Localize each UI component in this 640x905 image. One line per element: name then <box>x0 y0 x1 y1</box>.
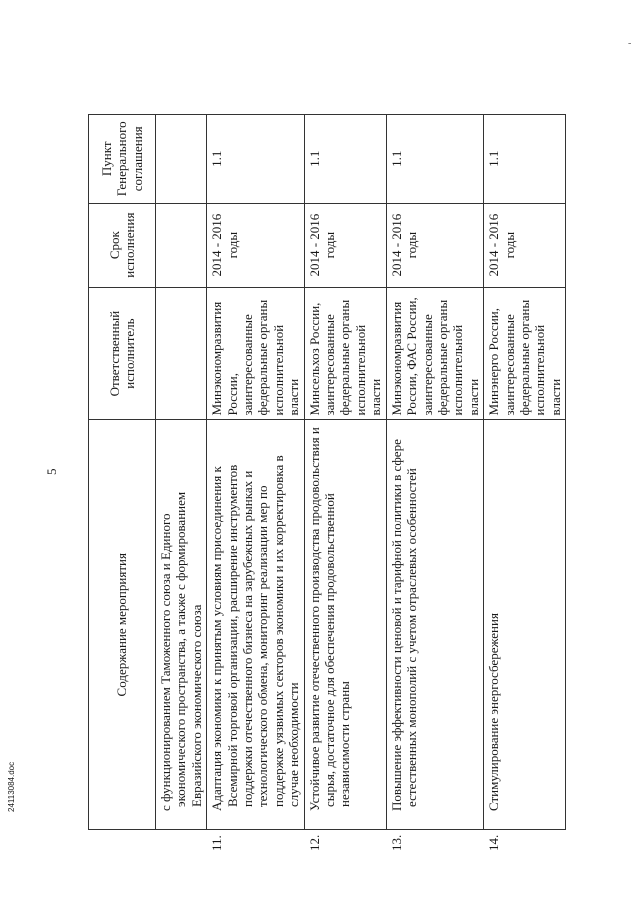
margin-mark: - <box>628 38 632 49</box>
table-row-continuation <box>156 115 207 830</box>
row-executor: Минсельхоз России, заинтересованные федеральные органы исполнительной власти <box>304 287 386 420</box>
table-row <box>207 115 304 830</box>
row-content: Стимулирование энергосбережения <box>486 613 502 811</box>
table-row <box>304 115 386 830</box>
row-content: Устойчивое развитие отечественного производства продовольствия и сырья, достаточное для обеспечения продовольственной независимости страны <box>306 427 353 811</box>
row-executor: Минэкономразвития России, ФАС России, заинтересованные федеральные органы исполнительной власти <box>386 287 483 420</box>
row-term: 2014 - 2016 годы <box>304 203 386 287</box>
header-executor: Ответственный исполнитель <box>89 287 156 420</box>
row-point: 1.1 <box>304 115 386 204</box>
row-point: 1.1 <box>386 115 483 204</box>
header-content: Содержание мероприятия <box>89 420 156 830</box>
table-row <box>386 115 483 830</box>
row-term: 2014 - 2016 годы <box>386 203 483 287</box>
document-file-code: 24113084.doc <box>7 761 16 812</box>
header-term: Срок исполнения <box>89 203 156 287</box>
table-row <box>484 115 566 830</box>
page-number: 5 <box>44 468 59 475</box>
row-executor: Минэнерго России, заинтересованные федеральные органы исполнительной власти <box>484 287 566 420</box>
measures-table <box>88 114 566 851</box>
row-number: 11. <box>209 835 225 851</box>
row-term: 2014 - 2016 годы <box>207 203 304 287</box>
row-number: 14. <box>486 834 502 851</box>
header-point: Пункт Генерального соглашения <box>89 115 156 204</box>
row-content: Повышение эффективности ценовой и тарифной политики в сфере естественных монополий с учетом отраслевых особенностей <box>388 439 420 811</box>
row-content: Адаптация экономики к принятым условиям присоединения к Всемирной торговой организации, расширение инструментов поддержки отечественного бизнеса на зарубежных рынках и технологического обмена, мониторинг реализации мер по поддержке уязвимых секторов экономики и их корректировка в случае необходимости <box>209 455 302 811</box>
row-point: 1.1 <box>484 115 566 204</box>
continuation-text: с функционированием Таможенного союза и Единого экономического пространства, а также с формированием Евразийского экономического союза <box>158 491 204 811</box>
rotated-page <box>44 114 624 851</box>
row-term: 2014 - 2016 годы <box>484 203 566 287</box>
row-number: 12. <box>306 834 322 851</box>
row-executor: Минэкономразвития России, заинтересованные федеральные органы исполнительной власти <box>207 287 304 420</box>
row-point: 1.1 <box>207 115 304 204</box>
table-header-row <box>89 115 156 830</box>
row-number: 13. <box>388 834 404 851</box>
